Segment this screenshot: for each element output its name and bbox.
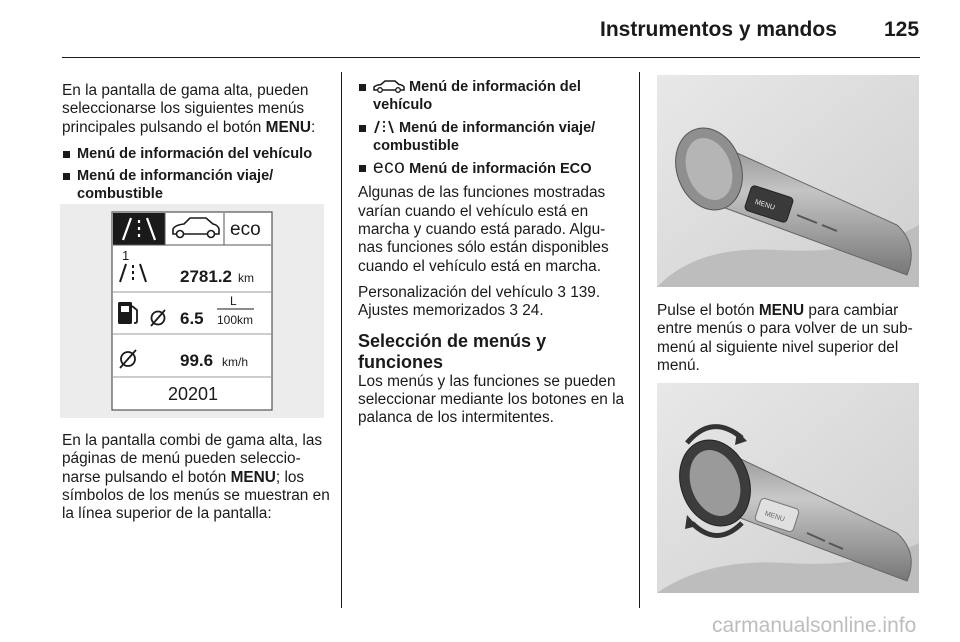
odometer-unit: km <box>238 271 254 285</box>
combi-display-paragraph: En la pantalla combi de gama alta, las páginas de menú pueden seleccio- narse pulsando el botón MENU; los símbolos de los menús se muestran en la línea superior de la pantalla: <box>62 432 330 523</box>
selection-paragraph: Los menús y las funciones se pueden seleccionar mediante los botones en la palanca de los intermitentes. <box>358 372 625 427</box>
watermark: carmanualsonline.info <box>712 614 917 637</box>
lever-menu-button-image <box>657 75 919 287</box>
lever-thumbwheel-image <box>657 383 919 593</box>
column-divider-2 <box>639 72 640 608</box>
car-icon <box>373 79 405 93</box>
column-3 <box>657 302 923 383</box>
column-2 <box>358 78 630 435</box>
consumption-unit-bottom: 100km <box>217 313 254 327</box>
bullet-eco-menu: eco Menú de información ECO <box>358 159 630 178</box>
odometer-value: 2781.2 <box>180 267 232 286</box>
bullet-vehicle-info: Menú de información del vehículo <box>62 145 332 163</box>
references-paragraph: Personalización del vehículo 3 139. Ajustes memorizados 3 24. <box>358 283 601 320</box>
menu-button-paragraph: Pulse el botón MENU para cambiar entre menús o para volver de un sub- menú al siguiente nivel superior del menú. <box>657 302 913 374</box>
speed-unit: km/h <box>222 355 249 369</box>
eco-symbol: eco <box>373 157 406 179</box>
consumption-value: 6.5 <box>180 309 204 328</box>
column-1-lower <box>62 432 334 531</box>
trip-number: 1 <box>122 248 130 263</box>
tab-eco-label: eco <box>230 219 261 240</box>
road-icon <box>373 120 395 134</box>
section-heading: Selección de menús y funciones <box>358 330 547 372</box>
intro-paragraph: En la pantalla de gama alta, pueden seleccionarse los siguientes menús principales pulsando el botón MENU: <box>62 82 316 136</box>
page-reference-symbol: 3 <box>509 302 518 320</box>
lever-menu-label: MENU <box>753 198 776 212</box>
page-number: 125 <box>884 18 920 41</box>
consumption-unit-top: L <box>230 294 237 308</box>
page-header-title: Instrumentos y mandos <box>600 18 837 41</box>
page-reference-symbol: 3 <box>557 283 566 301</box>
bottom-value: 20201 <box>168 384 219 404</box>
bullet-trip-menu: Menú de informanción viaje/ combustible <box>358 119 630 156</box>
lever-menu-label: MENU <box>763 510 786 524</box>
speed-value: 99.6 <box>180 351 214 370</box>
bullet-trip-fuel: Menú de informanción viaje/ combustible <box>62 167 332 204</box>
column-1 <box>62 82 332 208</box>
column-divider-1 <box>341 72 342 608</box>
header-rule <box>62 57 920 58</box>
functions-paragraph: Algunas de las funciones mostradas varían cuando el vehículo está en marcha y cuando está parado. Algu- nas funciones sólo están disponibles cuando el vehículo está en marcha. <box>358 184 609 275</box>
display-illustration <box>60 204 324 418</box>
bullet-vehicle-menu: Menú de información del vehículo <box>358 78 630 115</box>
